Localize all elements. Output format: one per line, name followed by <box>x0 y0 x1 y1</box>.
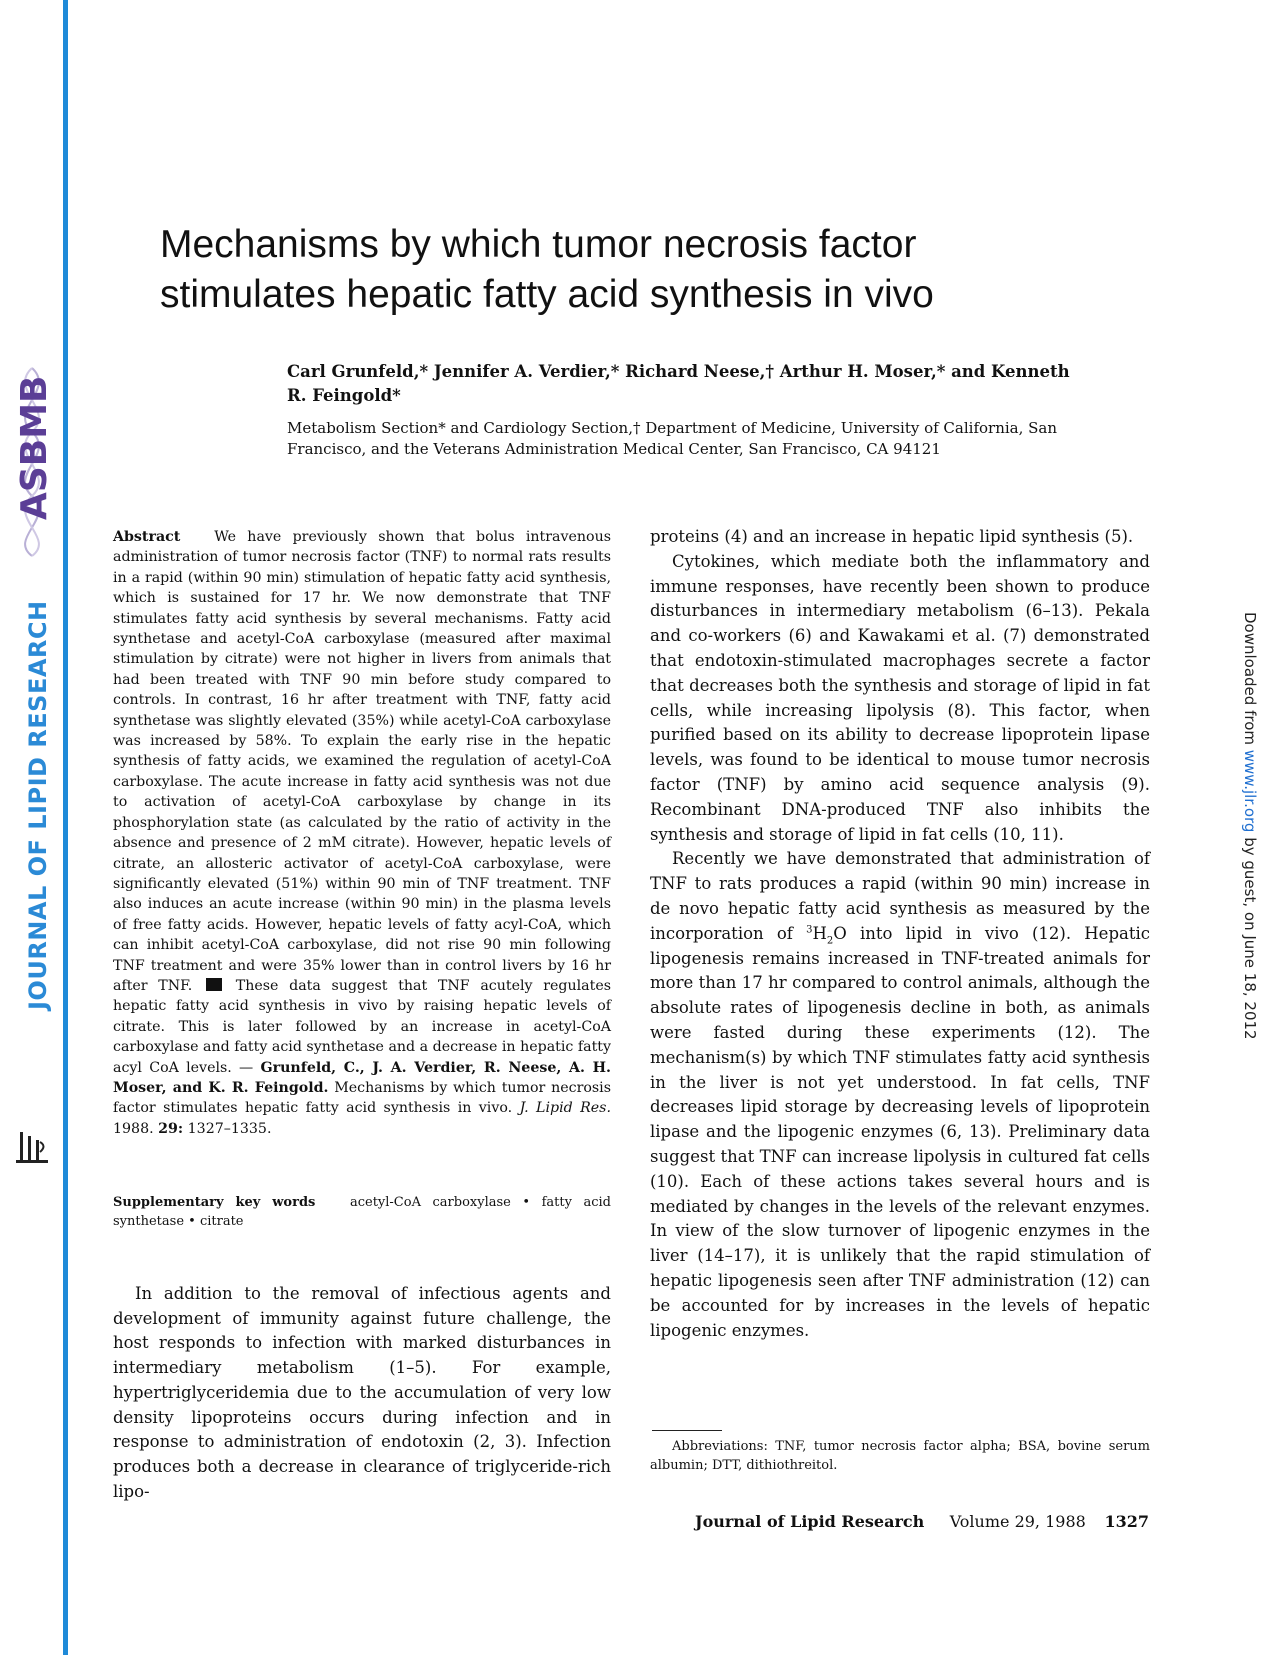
keywords-text: acetyl-CoA carboxylase • fatty acid synthetase • citrate <box>113 1195 611 1229</box>
download-notice <box>1241 612 1259 1040</box>
right-column <box>650 525 1150 1343</box>
isotope-superscript: 3 <box>806 924 813 936</box>
download-prefix: Downloaded from <box>1241 612 1259 750</box>
asbmb-logo <box>4 360 60 560</box>
author-list: Carl Grunfeld,* Jennifer A. Verdier,* Richard Neese,† Arthur H. Moser,* and Kenneth R. Feingold* <box>287 362 1070 405</box>
footnote-rule <box>652 1430 722 1431</box>
abstract-body: We have previously shown that bolus intravenous administration of tumor necrosis factor (TNF) to normal rats results in a rapid (within 90 min) stimulation of hepatic fatty acid synthesis, which is sustained for 17 hr. We now demonstrate that TNF stimulates fatty acid synthesis by several mechanisms. Fatty acid synthetase and acetyl-CoA carboxylase (measured after maximal stimulation by citrate) were not higher in livers from animals that had been treated with TNF 90 min before study compared to controls. In contrast, 16 hr after treatment with TNF, fatty acid synthetase was slightly elevated (35%) while acetyl-CoA carboxylase was increased by 58%. To explain the early rise in the hepatic synthesis of fatty acids, we examined the regulation of acetyl-CoA carboxylase. The acute increase in fatty acid synthesis was not due to activation of acetyl-CoA carboxylase by change in its phosphorylation state (as calculated by the ratio of activity in the absence and presence of 2 mM citrate). However, hepatic levels of citrate, an allosteric activator of acetyl-CoA carboxylase, were significantly elevated (51%) within 90 min of TNF treatment. TNF also induces an acute increase (within 90 min) in the plasma levels of free fatty acids. However, hepatic levels of fatty acyl-CoA, which can inhibit acetyl-CoA carboxylase, did not rise 90 min following TNF treatment and were 35% lower than in control livers by 16 hr after TNF. <box>113 529 612 994</box>
hydrogen-symbol: H <box>812 923 827 943</box>
keywords <box>113 1193 611 1231</box>
right-p3-part-a: Recently we have demonstrated that administration of TNF to rats produces a rapid (within 90 min) increase in de novo hepatic fatty acid synthesis as measured by the incorporation of <box>650 849 1150 943</box>
sidebar-divider <box>63 0 68 1655</box>
citation-title: Mechanisms by which tumor necrosis factor stimulates hepatic fatty acid synthesis in vivo. <box>113 1079 611 1117</box>
jlr-link[interactable]: www.jlr.org <box>1241 749 1259 833</box>
journal-name-vertical: JOURNAL OF LIPID RESEARCH <box>24 600 52 1010</box>
right-p3-part-b: O into lipid in vivo (12). Hepatic lipogenesis remains increased in TNF-treated animals for more than 17 hr compared to control animals, although the absolute rates of lipogenesis decline in both, as animals were fasted during these experiments (12). The mechanism(s) by which TNF stimulates fatty acid synthesis in the liver is not yet understood. In fat cells, TNF decreases lipid storage by decreasing levels of lipoprotein lipase and the lipogenic enzymes (6, 13). Preliminary data suggest that TNF can increase lipolysis in cultured fat cells (10). Each of these actions takes several hours and is mediated by changes in the levels of the relevant enzymes. In view of the slow turnover of lipogenic enzymes in the liver (14–17), it is unlikely that the rapid stimulation of hepatic lipogenesis seen after TNF administration (12) can be accounted for by increases in the levels of hepatic lipogenic enzymes. <box>650 923 1150 1340</box>
citation-year: 1988. <box>113 1120 154 1137</box>
jlr-mini-icon <box>206 978 222 991</box>
water-subscript: 2 <box>826 935 834 947</box>
affiliation: Metabolism Section* and Cardiology Section,† Department of Medicine, University of California, San Francisco, and the Veterans Administration Medical Center, San Francisco, CA 94121 <box>287 419 1058 458</box>
download-suffix: by guest, on June 18, 2012 <box>1241 832 1259 1040</box>
footer-volume: Volume 29, 1988 <box>949 1512 1086 1531</box>
citation-authors: Grunfeld, C., J. A. Verdier, R. Neese, A. H. Moser, and K. R. Feingold. <box>113 1059 611 1096</box>
page-number: 1327 <box>1104 1512 1149 1531</box>
asbmb-logo-text: ASBMB <box>14 375 55 520</box>
citation-volume: 29: <box>158 1120 184 1137</box>
right-paragraph-1: proteins (4) and an increase in hepatic lipid synthesis (5). <box>650 527 1134 546</box>
right-paragraph-2: Cytokines, which mediate both the inflammatory and immune responses, have recently been shown to produce disturbances in intermediary metabolism (6–13). Pekala and co-workers (6) and Kawakami et al. (7) demonstrated that endotoxin-stimulated macrophages secrete a factor that decreases both the synthesis and storage of lipid in fat cells, while increasing lipolysis (8). This factor, when purified based on its ability to decrease lipoprotein lipase levels, was found to be identical to mouse tumor necrosis factor (TNF) by amino acid sequence analysis (9). Recombinant DNA-produced TNF also inhibits the synthesis and storage of lipid in fat cells (10, 11). <box>650 551 1150 844</box>
abstract-label: Abstract <box>113 529 181 545</box>
article-title: Mechanisms by which tumor necrosis factor stimulates hepatic fatty acid synthesis in vivo <box>160 223 934 316</box>
abstract-body-2: These data suggest that TNF acutely regulates hepatic fatty acid synthesis in vivo by raising hepatic levels of citrate. This is later followed by an increase in acetyl-CoA carboxylase and fatty acid synthetase and a decrease in hepatic fatty acyl CoA levels. — <box>113 977 612 1076</box>
citation-journal: J. Lipid Res. <box>519 1100 611 1117</box>
jlr-logo-icon <box>14 1128 50 1168</box>
page-footer <box>695 1512 1155 1531</box>
keywords-label: Supplementary key words <box>113 1195 316 1210</box>
footer-journal: Journal of Lipid Research <box>695 1512 925 1531</box>
citation-pages: 1327–1335. <box>187 1120 272 1137</box>
intro-paragraph: In addition to the removal of infectious agents and development of immunity against future challenge, the host responds to infection with marked disturbances in intermediary metabolism (1–5). For example, hypertriglyceridemia due to the accumulation of very low density lipoproteins occurs during infection and in response to administration of endotoxin (2, 3). Infection produces both a decrease in clearance of triglyceride-rich lipo- <box>113 1284 611 1501</box>
abstract <box>113 527 611 1139</box>
right-paragraph-3 <box>650 847 1150 1343</box>
abbreviations-footnote: Abbreviations: TNF, tumor necrosis factor alpha; BSA, bovine serum albumin; DTT, dithiothreitol. <box>650 1439 1150 1473</box>
